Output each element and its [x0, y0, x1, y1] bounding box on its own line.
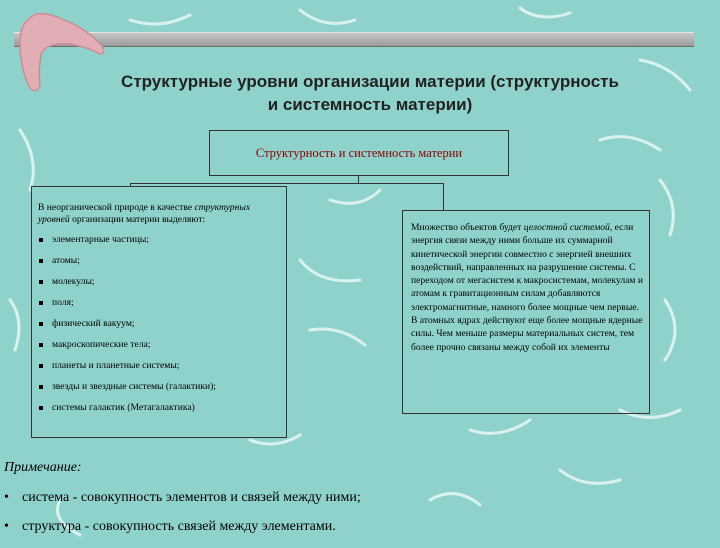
list-item: молекулы;	[38, 276, 281, 297]
list-item: системы галактик (Метагалактика)	[38, 402, 281, 423]
list-item: макроскопические тела;	[38, 339, 281, 360]
title-line-1: Структурные уровни организации материи (структурность	[121, 72, 619, 91]
integral-system-box	[402, 210, 650, 414]
note-item: • система - совокупность элементов и связей между ними;	[4, 490, 361, 505]
note-item-text: система - совокупность элементов и связей между ними;	[22, 490, 361, 505]
top-bar	[14, 32, 694, 47]
list-item: элементарные частицы;	[38, 234, 281, 255]
list-item: планеты и планетные системы;	[38, 360, 281, 381]
system-text-italic: целостной системой	[523, 222, 610, 233]
connector-vertical-right	[443, 183, 444, 210]
list-item: атомы;	[38, 255, 281, 276]
note-item-text: структура - совокупность связей между элементами.	[22, 519, 336, 534]
header-box-text: Структурность и системность материи	[255, 145, 463, 160]
note-item: • структура - совокупность связей между элементами.	[4, 519, 336, 534]
header-box	[209, 130, 509, 176]
inorganic-levels-box	[31, 186, 287, 438]
list-item: физический вакуум;	[38, 318, 281, 339]
connector-vertical-main	[358, 175, 359, 183]
list-item: поля;	[38, 297, 281, 318]
system-text-part2: , если энергия связи между ними больше их суммарной кинетической энергии совместно с энергией внешних воздействий, направленных на разрушение системы. С переходом от мегасистем к макросистемам, молекулам и атомам к гравитационным силам добавляются электромагнитные, намного более мощные чем первые. В атомных ядрах действуют еще более мощные ядерные силы. Чем меньше размеры материальных систем, тем более прочно связаны между собой их элементы	[411, 222, 643, 353]
levels-list	[38, 234, 281, 423]
page-title	[70, 70, 670, 116]
title-line-2: и системность материи)	[267, 95, 473, 114]
connector-horizontal	[130, 183, 443, 184]
levels-intro: В неорганической природе в качестве структурных уровней организации материи выделяют:	[38, 202, 251, 225]
system-text-part1: Множество объектов будет	[411, 222, 524, 233]
note-label: Примечание:	[4, 460, 82, 475]
list-item: звезды и звездные системы (галактики);	[38, 381, 281, 402]
note-section	[4, 460, 361, 548]
